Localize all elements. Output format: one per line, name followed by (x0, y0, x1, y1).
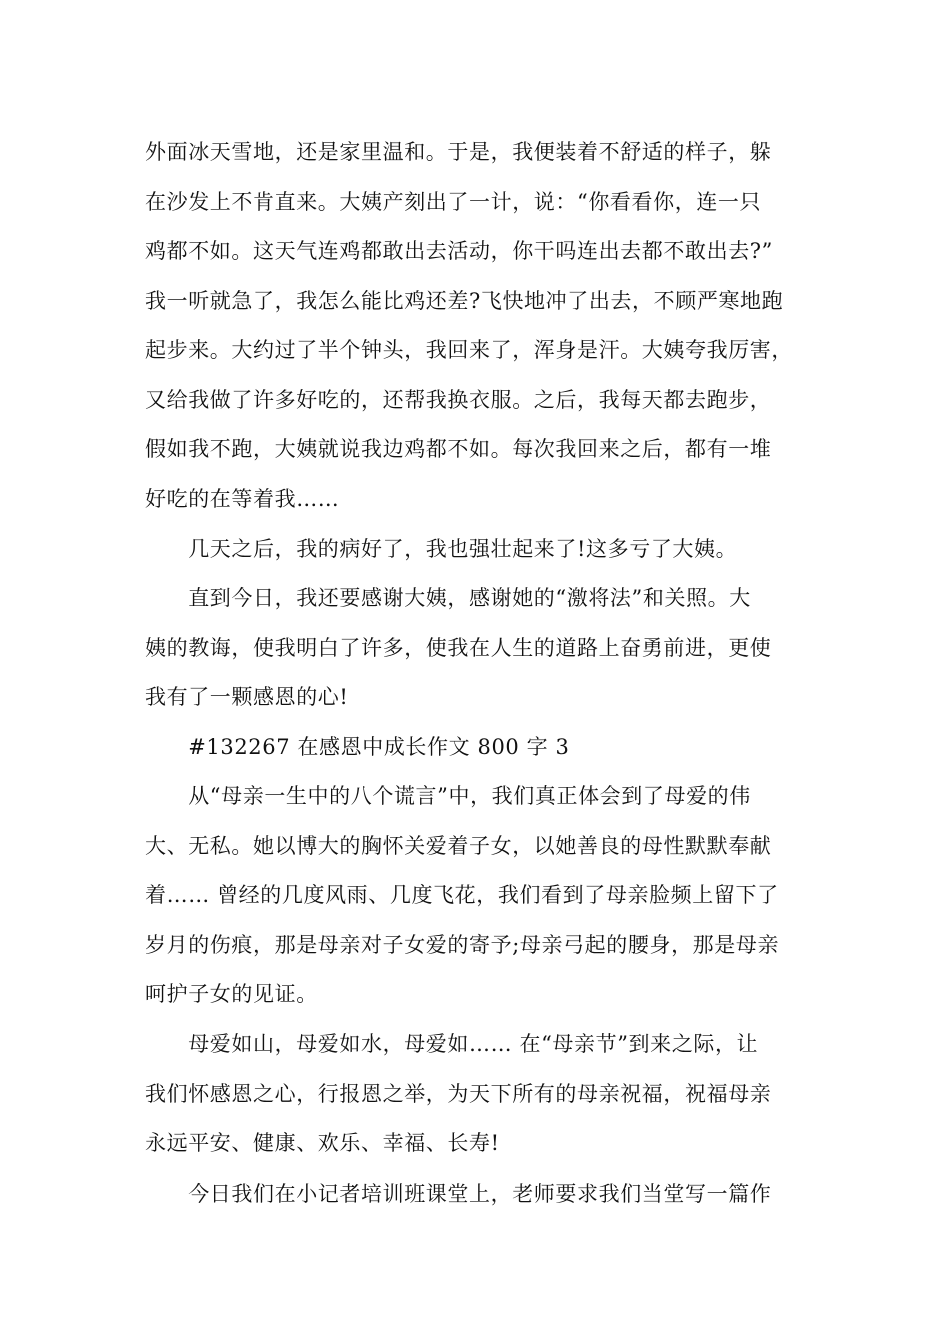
text-line: 在沙发上不肯直来。大姨产刻出了一计，说：“你看看你，连一只 (145, 189, 762, 214)
paragraph-3 (145, 574, 825, 723)
text-line: 外面冰天雪地，还是家里温和。于是，我便装着不舒适的样子，躲 (145, 140, 772, 164)
text-line: 着…… 曾经的几度风雨、几度飞花，我们看到了母亲脸频上留下了 (145, 883, 779, 907)
text-line: 直到今日，我还要感谢大姨，感谢她的“激将法”和关照。大 (145, 586, 751, 610)
text-line: 我们怀感恩之心，行报恩之举，为天下所有的母亲祝福，祝福母亲 (145, 1081, 772, 1106)
paragraph-5 (145, 1020, 825, 1169)
paragraph-6 (145, 1170, 825, 1220)
paragraph-2 (145, 525, 825, 575)
text-line: 几天之后，我的病好了，我也强壮起来了!这多亏了大姨。 (145, 537, 738, 561)
text-line: 我一听就急了，我怎么能比鸡还差?飞快地冲了出去，不顾严寒地跑 (145, 288, 784, 313)
text-line: 姨的教诲，使我明白了许多，使我在人生的道路上奋勇前进，更使 (145, 635, 772, 660)
text-line: 大、无私。她以博大的胸怀关爱着子女，以她善良的母性默默奉献 (145, 833, 772, 858)
text-line: 母爱如山，母爱如水，母爱如…… 在“母亲节”到来之际，让 (145, 1032, 759, 1056)
paragraph-1 (145, 128, 825, 524)
text-line: 起步来。大约过了半个钟头，我回来了，浑身是汗。大姨夸我厉害， (145, 338, 793, 362)
text-line: 从“母亲一生中的八个谎言”中，我们真正体会到了母爱的伟 (145, 784, 751, 808)
text-line: 今日我们在小记者培训班课堂上，老师要求我们当堂写一篇作 (145, 1182, 772, 1206)
text-line: 呵护子女的见证。 (145, 982, 318, 1006)
text-line: 岁月的伤痕，那是母亲对子女爱的寄予;母亲弓起的腰身，那是母亲 (145, 932, 780, 957)
text-line: 我有了一颗感恩的心! (145, 685, 349, 709)
paragraph-4 (145, 772, 825, 1020)
text-line: 假如我不跑，大姨就说我边鸡都不如。每次我回来之后，都有一堆 (145, 437, 772, 461)
heading-line: #132267 在感恩中成长作文 800 字 3 (145, 735, 570, 759)
text-line: 鸡都不如。这天气连鸡都敢出去活动，你干吗连出去都不敢出去?” (145, 239, 773, 263)
section-heading (145, 723, 825, 773)
text-line: 永远平安、健康、欢乐、幸福、长寿! (145, 1131, 500, 1155)
text-line: 又给我做了许多好吃的，还帮我换衣服。之后，我每天都去跑步， (145, 387, 772, 412)
text-line: 好吃的在等着我…… (145, 486, 340, 511)
